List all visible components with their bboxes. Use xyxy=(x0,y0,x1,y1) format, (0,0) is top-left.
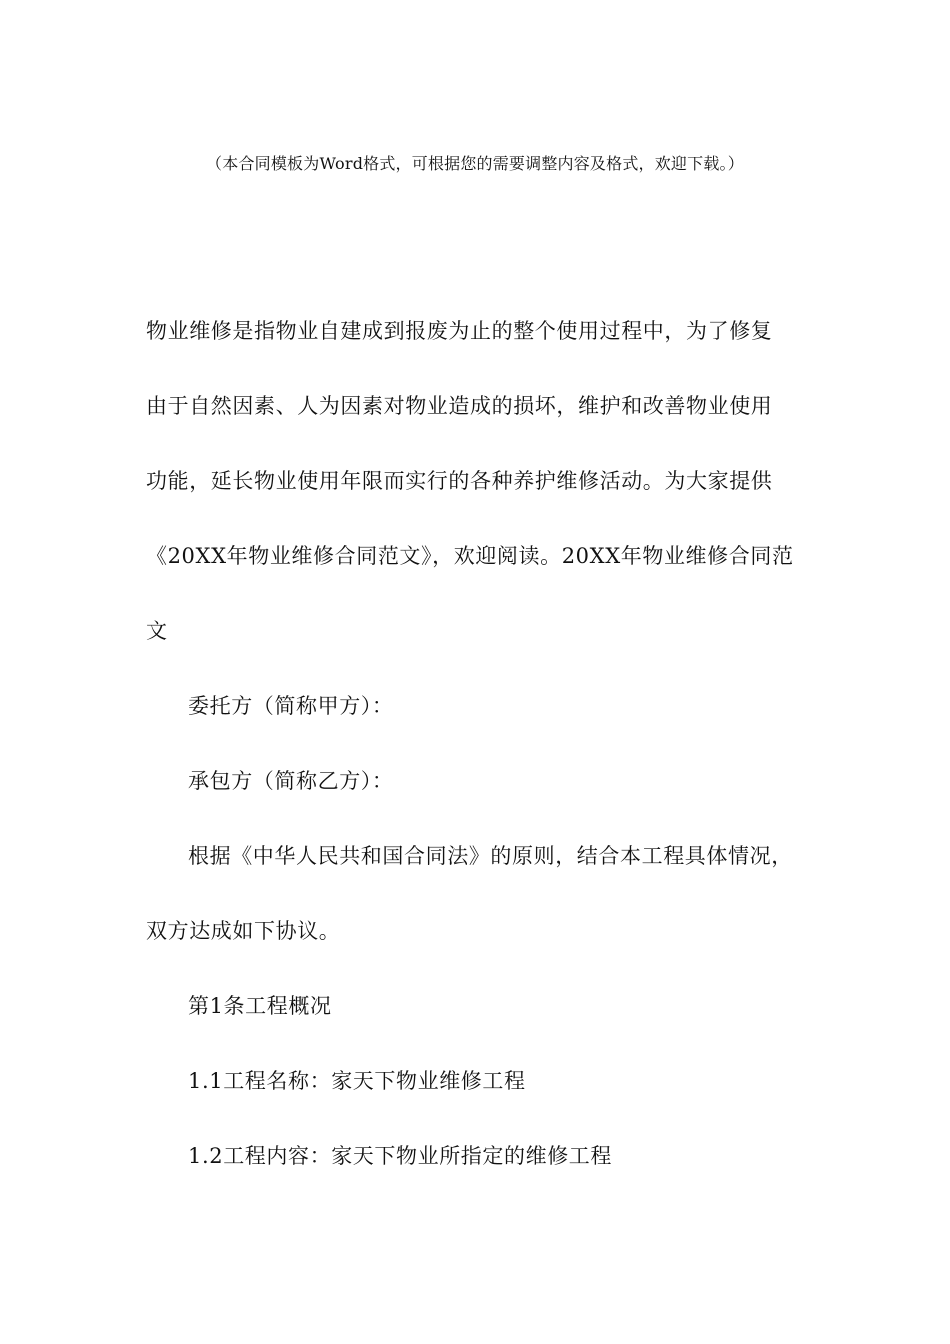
intro-line: 《20XX年物业维修合同范文》，欢迎阅读。20XX年物业维修合同范 xyxy=(146,544,794,568)
item-1-1 xyxy=(146,1044,814,1119)
party-a-label: 委托方（简称甲方）： xyxy=(188,694,394,718)
intro-line: 文 xyxy=(146,619,168,643)
project-content-line: 1.2工程内容：家天下物业所指定的维修工程 xyxy=(188,1144,612,1168)
party-b-line xyxy=(146,744,814,819)
intro-paragraph xyxy=(146,294,806,669)
item-1-2 xyxy=(146,1119,814,1194)
intro-line: 物业维修是指物业自建成到报废为止的整个使用过程中，为了修复 xyxy=(146,319,773,343)
article-1-heading xyxy=(146,969,814,1044)
article-1-title: 第1条工程概况 xyxy=(188,994,332,1018)
party-b-label: 承包方（简称乙方）： xyxy=(188,769,394,793)
intro-line: 由于自然因素、人为因素对物业造成的损坏，维护和改善物业使用 xyxy=(146,394,773,418)
intro-line: 功能，延长物业使用年限而实行的各种养护维修活动。为大家提供 xyxy=(146,469,773,493)
basis-paragraph xyxy=(146,819,814,969)
party-a-line xyxy=(146,669,814,744)
template-header-note: （本合同模板为Word格式，可根据您的需要调整内容及格式，欢迎下载。） xyxy=(206,154,744,173)
basis-line: 根据《中华人民共和国合同法》的原则，结合本工程具体情况， xyxy=(188,844,793,868)
project-name-line: 1.1工程名称：家天下物业维修工程 xyxy=(188,1069,526,1093)
basis-line: 双方达成如下协议。 xyxy=(146,919,341,943)
